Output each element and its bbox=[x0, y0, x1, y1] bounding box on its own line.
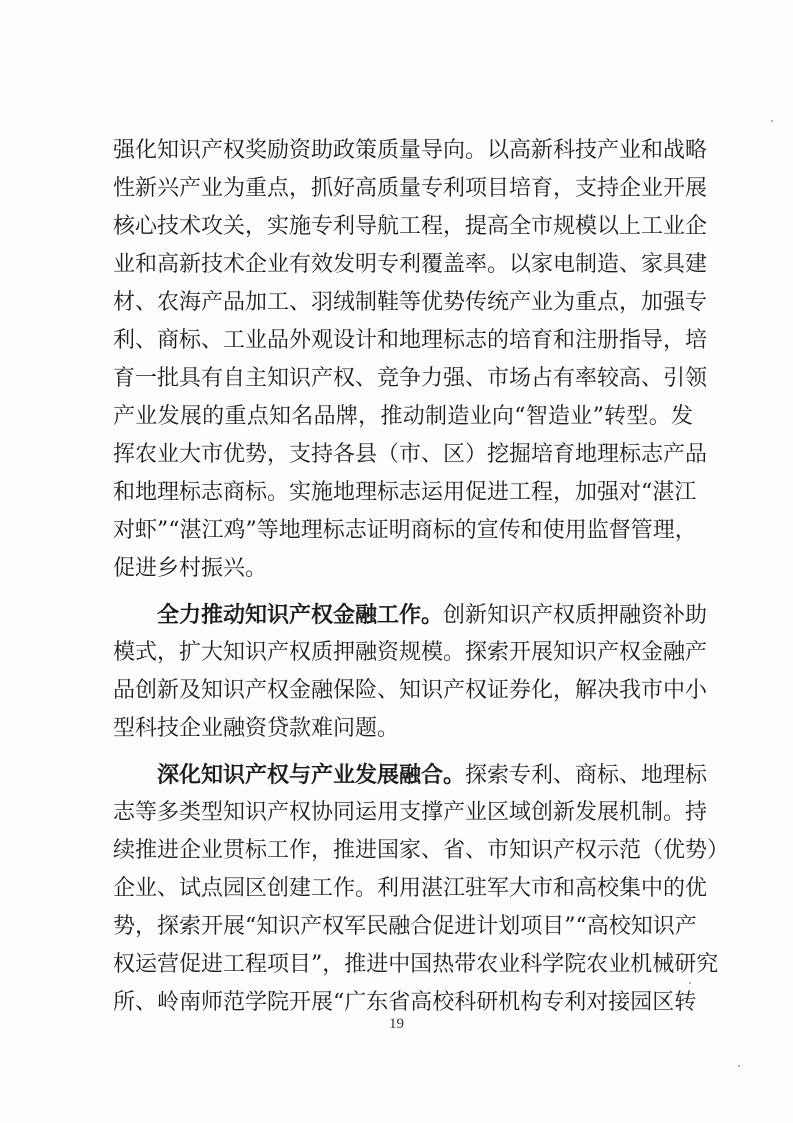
paragraph-line-text: 创新知识产权质押融资补助 bbox=[443, 603, 708, 628]
paragraph-line: 企业、试点园区创建工作。利用湛江驻军大市和高校集中的优 bbox=[113, 876, 708, 901]
paragraph-line: 对虾”“湛江鸡”等地理标志证明商标的宣传和使用监督管理， bbox=[113, 518, 697, 543]
paragraph-line: 育一批具有自主知识产权、竞争力强、市场占有率较高、引领 bbox=[113, 366, 708, 391]
paragraph-first-line bbox=[113, 596, 708, 634]
paragraph-line: 材、农海产品加工、羽绒制鞋等优势传统产业为重点，加强专 bbox=[113, 290, 708, 315]
paragraph-line: 权运营促进工程项目”，推进中国热带农业科学院农业机械研究 bbox=[113, 952, 719, 977]
paragraph-2 bbox=[113, 596, 708, 748]
paragraph-3 bbox=[113, 756, 730, 1022]
paragraph-gap bbox=[113, 588, 693, 596]
paragraph-line: 利、商标、工业品外观设计和地理标志的培育和注册指导，培 bbox=[113, 328, 708, 353]
paragraph-line: 强化知识产权奖励资助政策质量导向。以高新科技产业和战略 bbox=[113, 138, 708, 163]
paragraph-gap bbox=[113, 748, 693, 756]
paragraph-line-text: 探索专利、商标、地理标 bbox=[465, 763, 708, 788]
page-number: 19 bbox=[389, 1016, 404, 1032]
paragraph-line: 产业发展的重点知名品牌，推动制造业向“智造业”转型。发 bbox=[113, 404, 693, 429]
paragraph-line: 核心技术攻关，实施专利导航工程，提高全市规模以上工业企 bbox=[113, 214, 708, 239]
paragraph-line: 所、岭南师范学院开展“广东省高校科研机构专利对接园区转 bbox=[113, 990, 697, 1015]
paragraph-line: 品创新及知识产权金融保险、知识产权证券化，解决我市中小 bbox=[113, 678, 708, 703]
paragraph-line: 志等多类型知识产权协同运用支撑产业区域创新发展机制。持 bbox=[113, 800, 708, 825]
paragraph-heading: 深化知识产权与产业发展融合。 bbox=[157, 762, 466, 788]
scan-speck bbox=[771, 120, 773, 122]
paragraph-line: 和地理标志商标。实施地理标志运用促进工程，加强对“湛江 bbox=[113, 480, 697, 505]
paragraph-line: 性新兴产业为重点，抓好高质量专利项目培育，支持企业开展 bbox=[113, 176, 708, 201]
paragraph-line: 促进乡村振兴。 bbox=[113, 556, 268, 581]
paragraph-line: 业和高新技术企业有效发明专利覆盖率。以家电制造、家具建 bbox=[113, 252, 708, 277]
paragraph-first-line bbox=[113, 756, 708, 794]
paragraph-line: 模式，扩大知识产权质押融资规模。探索开展知识产权金融产 bbox=[113, 640, 708, 665]
paragraph-line: 挥农业大市优势，支持各县（市、区）挖掘培育地理标志产品 bbox=[113, 442, 708, 467]
scan-speck bbox=[738, 1065, 740, 1067]
paragraph-heading: 全力推动知识产权金融工作。 bbox=[157, 602, 444, 628]
scan-speck bbox=[689, 982, 691, 984]
paragraph-line: 势，探索开展“知识产权军民融合促进计划项目”“高校知识产 bbox=[113, 914, 697, 939]
paragraph-1 bbox=[113, 132, 708, 588]
body-text bbox=[113, 132, 730, 1022]
paragraph-line: 型科技企业融资贷款难问题。 bbox=[113, 716, 400, 741]
paragraph-line: 续推进企业贯标工作，推进国家、省、市知识产权示范（优势） bbox=[113, 838, 730, 863]
